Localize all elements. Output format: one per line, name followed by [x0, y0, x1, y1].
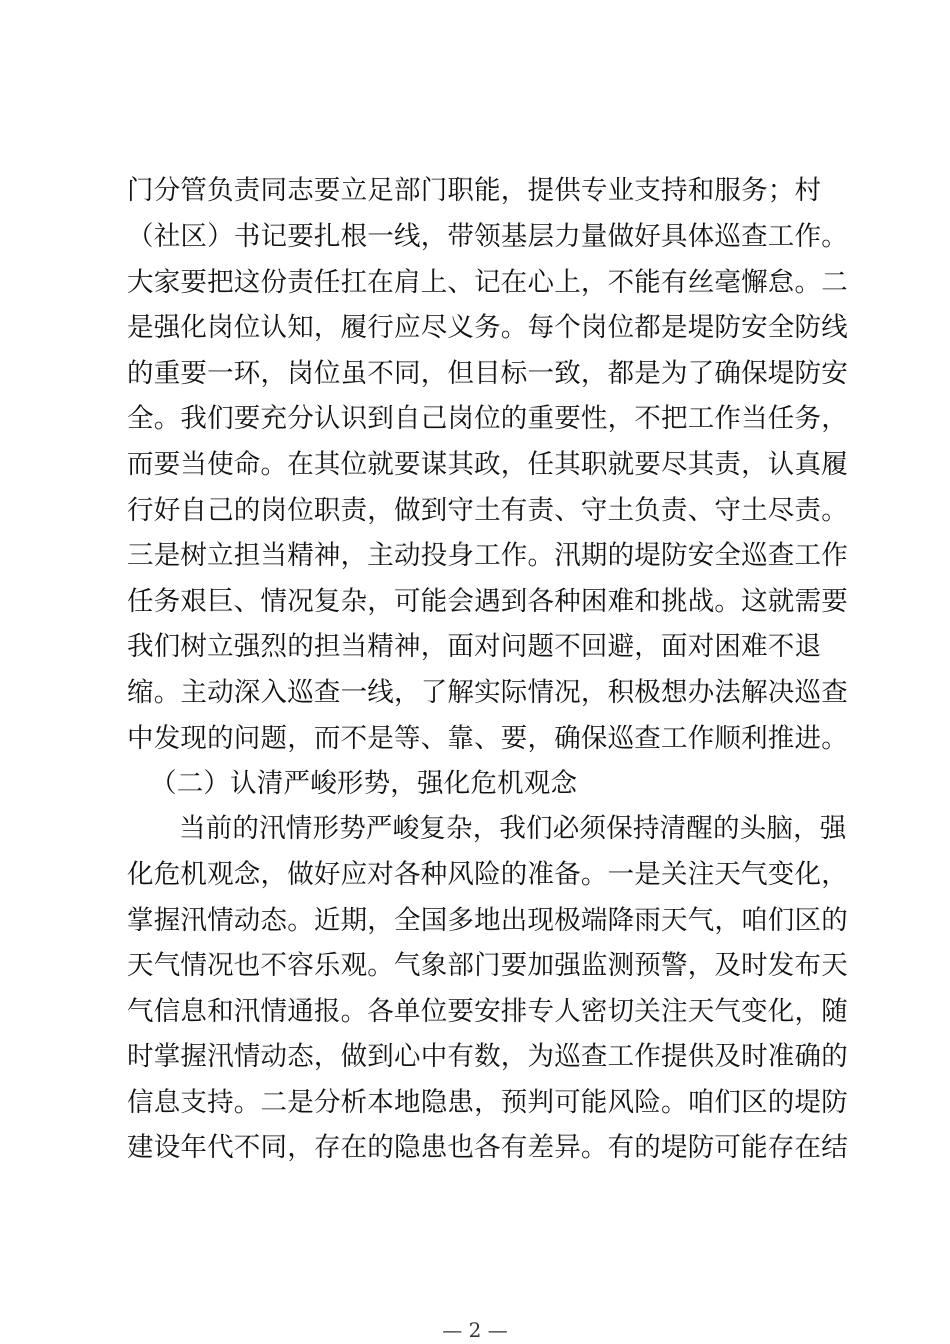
body-text-line: （社区）书记要扎根一线，带领基层力量做好具体巡查工作。	[127, 221, 848, 252]
body-text-line: 我们树立强烈的担当精神，面对问题不回避，面对困难不退	[127, 631, 822, 662]
body-text-line: 全。我们要充分认识到自己岗位的重要性，不把工作当任务，	[127, 403, 848, 434]
body-text-line: 掌握汛情动态。近期，全国多地出现极端降雨天气，咱们区的	[127, 905, 848, 936]
body-text-line: 时掌握汛情动态，做到心中有数，为巡查工作提供及时准确的	[127, 1041, 848, 1072]
body-text-line: 天气情况也不容乐观。气象部门要加强监测预警，及时发布天	[127, 950, 848, 981]
body-text-line: 当前的汛情形势严峻复杂，我们必须保持清醒的头脑，强	[179, 813, 847, 844]
body-text-line: 而要当使命。在其位就要谋其政，任其职就要尽其责，认真履	[127, 449, 848, 480]
body-text-line: 行好自己的岗位职责，做到守土有责、守土负责、守土尽责。	[127, 495, 848, 526]
body-text-line: 化危机观念，做好应对各种风险的准备。一是关注天气变化，	[127, 859, 848, 890]
body-text-line: 是强化岗位认知，履行应尽义务。每个岗位都是堤防安全防线	[127, 312, 848, 343]
body-text-line: 缩。主动深入巡查一线，了解实际情况，积极想办法解决巡查	[127, 677, 848, 708]
body-text-line: 的重要一环，岗位虽不同，但目标一致，都是为了确保堤防安	[127, 358, 848, 389]
body-text-line: 气信息和汛情通报。各单位要安排专人密切关注天气变化，随	[127, 996, 848, 1027]
page-number: — 2 —	[442, 1318, 508, 1342]
body-text-line: 中发现的问题，而不是等、靠、要，确保巡查工作顺利推进。	[127, 723, 848, 754]
body-text-line: 三是树立担当精神，主动投身工作。汛期的堤防安全巡查工作	[127, 540, 848, 571]
section-heading: （二）认清严峻形势，强化危机观念	[150, 768, 578, 799]
body-text-line: 大家要把这份责任扛在肩上、记在心上，不能有丝毫懈怠。二	[127, 267, 848, 298]
body-text-line: 门分管负责同志要立足部门职能，提供专业支持和服务；村	[127, 175, 822, 206]
body-text-line: 任务艰巨、情况复杂，可能会遇到各种困难和挑战。这就需要	[127, 586, 848, 617]
body-text-line: 信息支持。二是分析本地隐患，预判可能风险。咱们区的堤防	[127, 1087, 848, 1118]
body-text-line: 建设年代不同，存在的隐患也各有差异。有的堤防可能存在结	[127, 1132, 848, 1163]
